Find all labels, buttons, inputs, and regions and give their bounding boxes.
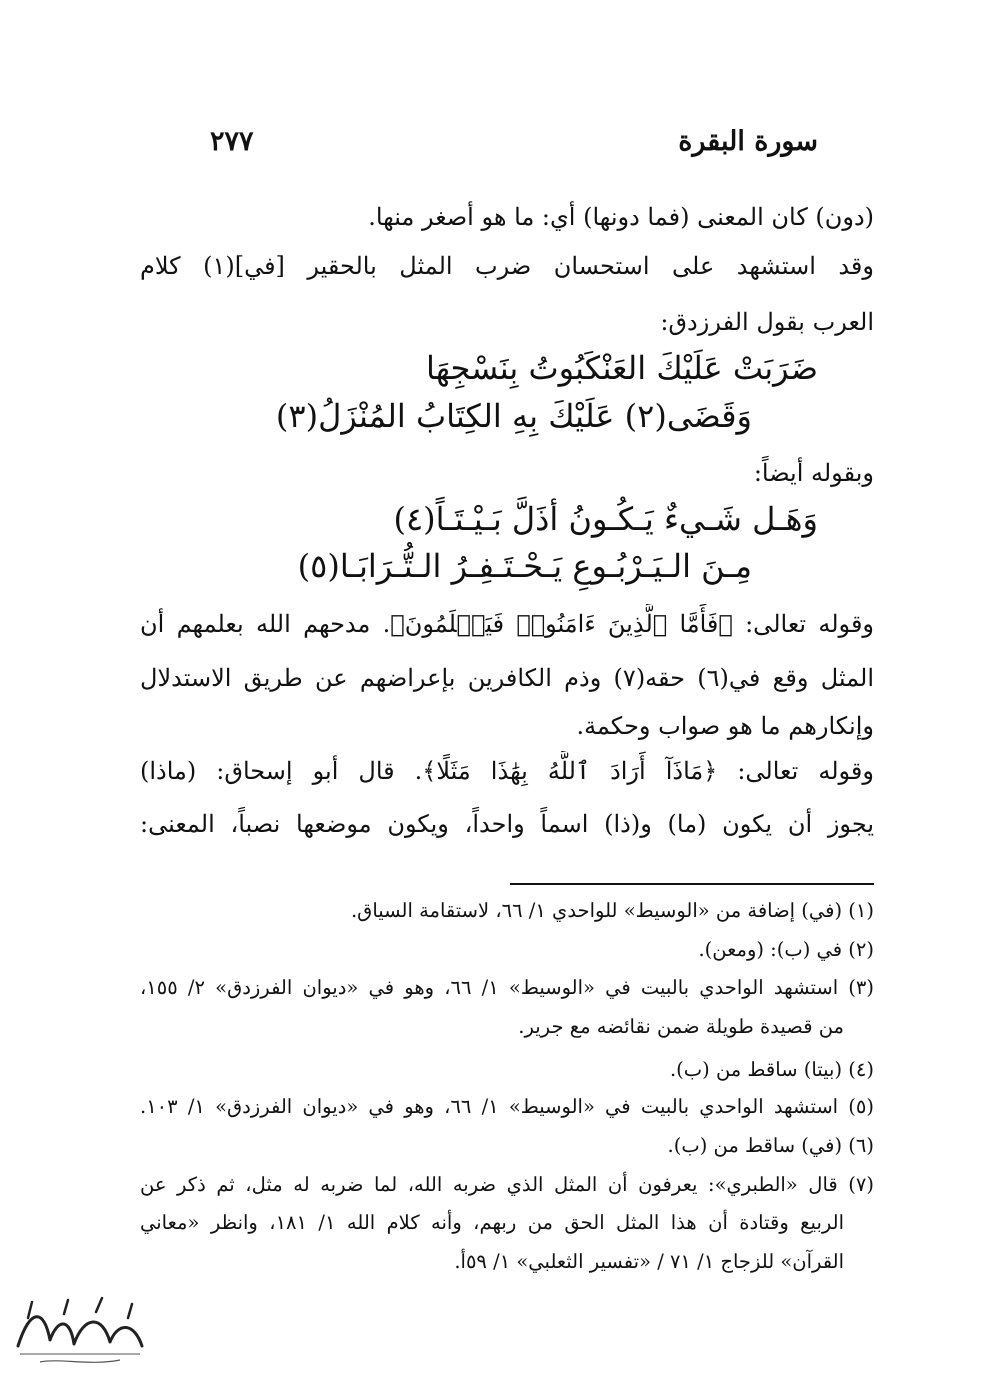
footnote-7: (٧) قال «الطبري»: يعرفون أن المثل الذي ضربه الله، لما ضربه له مثل، ثم ذكر عن bbox=[140, 1173, 874, 1196]
body-line-1: (دون) كان المعنى (فما دونها) أي: ما هو أصغر منها. bbox=[368, 203, 874, 231]
footnote-7-cont-1: الربيع وقتادة أن هذا المثل الحق من ربهم، وأنه كلام الله ١/ ١٨١، وانظر «معاني bbox=[140, 1211, 844, 1234]
poem2-verse-2: مِـنَ الـيَـرْبُـوعِ يَـحْـتَـفِـرُ الـتُّـرَابَـا(٥) bbox=[297, 547, 752, 585]
footnote-1: (١) (في) إضافة من «الوسيط» للواحدي ١/ ٦٦، لاستقامة السياق. bbox=[350, 899, 874, 922]
footnote-4: (٤) (بيتا) ساقط من (ب). bbox=[669, 1058, 874, 1081]
body-line-5: وقوله تعالى: ﴿فَأَمَّا ٱلَّذِينَ ءَامَنُوا۟ فَيَعۡلَمُونَ﴾. مدحهم الله بعلمهم أن bbox=[140, 610, 874, 638]
body-line-3: العرب بقول الفرزدق: bbox=[660, 308, 874, 336]
footnote-2: (٢) في (ب): (ومعن). bbox=[698, 938, 874, 961]
publisher-logo-icon bbox=[10, 1288, 150, 1370]
body-line-2: وقد استشهد على استحسان ضرب المثل بالحقير [في](١) كلام bbox=[140, 252, 874, 280]
footnote-7-cont-2: القرآن» للزجاج ١/ ٧١ / «تفسير الثعلبي» ١/ ٥٩أ. bbox=[454, 1250, 844, 1273]
body-line-4: وبقوله أيضاً: bbox=[753, 459, 874, 487]
footnote-5: (٥) استشهد الواحدي بالبيت في «الوسيط» ١/ ٦٦، وهو في «ديوان الفرزدق» ١/ ١٠٣. bbox=[140, 1095, 874, 1118]
body-line-7: وإنكارهم ما هو صواب وحكمة. bbox=[576, 712, 874, 740]
body-line-6: المثل وقع في(٦) حقه(٧) وذم الكافرين بإعراضهم عن طريق الاستدلال bbox=[140, 664, 874, 692]
poem1-verse-1: ضَرَبَتْ عَلَيْكَ العَنْكَبُوتُ بِنَسْجِهَا bbox=[426, 349, 818, 387]
footnote-6: (٦) (في) ساقط من (ب). bbox=[667, 1134, 874, 1157]
footnote-separator bbox=[510, 883, 874, 885]
page-number: ٢٧٧ bbox=[210, 126, 254, 157]
footnote-3: (٣) استشهد الواحدي بالبيت في «الوسيط» ١/ ٦٦، وهو في «ديوان الفرزدق» ٢/ ١٥٥، bbox=[140, 976, 874, 999]
footnote-3-cont: من قصيدة طويلة ضمن نقائضه مع جرير. bbox=[518, 1015, 844, 1038]
poem1-verse-2: وَقَضَى(٢) عَلَيْكَ بِهِ الكِتَابُ المُنْزَلُ(٣) bbox=[275, 397, 752, 435]
poem2-verse-1: وَهَـل شَـيءٌ يَـكُـونُ أذَلَّ بَـيْـتَـاً(٤) bbox=[393, 500, 818, 538]
surah-title: سورة البقرة bbox=[678, 126, 818, 157]
body-line-8: وقوله تعالى: ﴿مَاذَآ أَرَادَ ٱللَّهُ بِهَٰذَا مَثَلًا﴾. قال أبو إسحاق: (ماذا) bbox=[140, 757, 874, 785]
body-line-9: يجوز أن يكون (ما) و(ذا) اسماً واحداً، ويكون موضعها نصباً، المعنى: bbox=[140, 810, 874, 838]
